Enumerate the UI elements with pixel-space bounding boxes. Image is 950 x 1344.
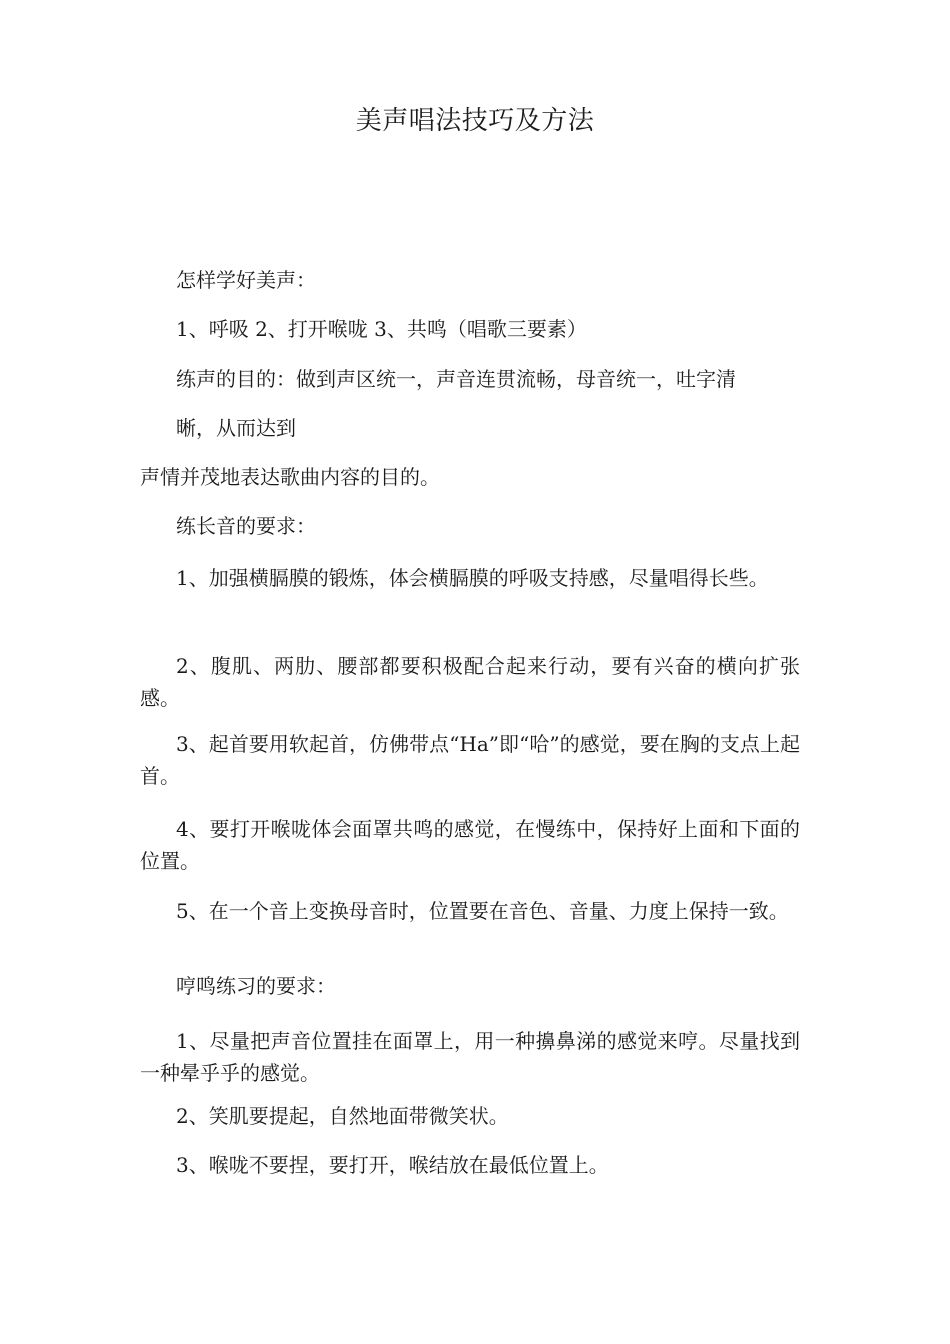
humming-item: 1、尽量把声音位置挂在面罩上，用一种擤鼻涕的感觉来哼。尽量找到一种晕乎乎的感觉。 [140,1029,800,1085]
purpose-line-3: 声情并茂地表达歌曲内容的目的。 [140,465,440,489]
humming-heading: 哼鸣练习的要求： [176,974,336,998]
purpose-line-2: 晰，从而达到 [176,416,296,440]
document-title: 美声唱法技巧及方法 [355,106,595,136]
humming-item: 2、笑肌要提起，自然地面带微笑状。 [176,1104,509,1128]
long-tone-heading: 练长音的要求： [176,514,316,538]
long-tone-item: 2、腹肌、两肋、腰部都要积极配合起来行动，要有兴奋的横向扩张感。 [140,654,800,710]
long-tone-item: 5、在一个音上变换母音时，位置要在音色、音量、力度上保持一致。 [176,899,789,923]
intro-heading: 怎样学好美声： [176,268,316,292]
purpose-line-1: 练声的目的：做到声区统一，声音连贯流畅，母音统一，吐字清 [176,367,736,391]
long-tone-item: 1、加强横膈膜的锻炼，体会横膈膜的呼吸支持感，尽量唱得长些。 [176,566,769,590]
long-tone-item: 4、要打开喉咙体会面罩共鸣的感觉，在慢练中，保持好上面和下面的位置。 [140,817,800,873]
humming-item: 3、喉咙不要捏，要打开，喉结放在最低位置上。 [176,1153,609,1177]
three-elements-line: 1、呼吸 2、打开喉咙 3、共鸣（唱歌三要素） [176,317,587,341]
long-tone-item: 3、起首要用软起首，仿佛带点“Ha”即“哈”的感觉，要在胸的支点上起首。 [140,732,800,788]
